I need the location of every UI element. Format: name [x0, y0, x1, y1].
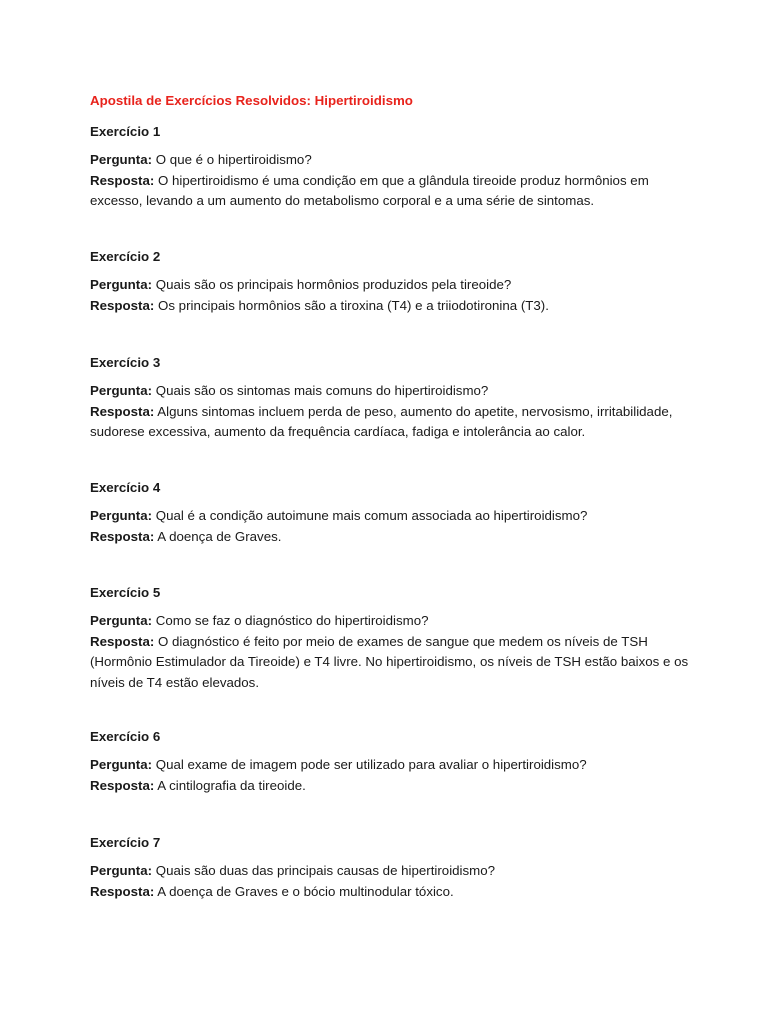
answer-label: Resposta: — [90, 172, 155, 188]
question-label: Pergunta: — [90, 757, 153, 772]
exercise-qa — [90, 861, 690, 902]
answer-line — [90, 882, 690, 903]
exercise-heading: Exercício 6 — [90, 729, 161, 744]
question-line — [90, 150, 690, 171]
question-line — [90, 275, 690, 296]
answer-line — [90, 776, 690, 797]
question-label: Pergunta: — [90, 863, 153, 878]
question-text: Qual é a condição autoimune mais comum associada ao hipertiroidismo? — [152, 508, 588, 523]
answer-line — [90, 527, 690, 548]
question-text: Quais são os principais hormônios produzidos pela tireoide? — [152, 277, 512, 292]
answer-label: Resposta: — [90, 528, 155, 544]
document-title: Apostila de Exercícios Resolvidos: Hipertiroidismo — [90, 93, 413, 108]
answer-text: O diagnóstico é feito por meio de exames de sangue que medem os níveis de TSH (Hormônio Estimulador da Tireoide) e T4 livre. No hipertiroidismo, os níveis de TSH estão baixos e os níveis de T4 estão elevados. — [90, 633, 689, 690]
question-text: Quais são duas das principais causas de hipertiroidismo? — [152, 863, 496, 878]
answer-line — [90, 171, 690, 212]
exercise-qa — [90, 506, 690, 547]
exercise-heading: Exercício 4 — [90, 480, 161, 495]
answer-label: Resposta: — [90, 633, 155, 649]
answer-text: Alguns sintomas incluem perda de peso, aumento do apetite, nervosismo, irritabilidade, sudorese excessiva, aumento da frequência cardíaca, fadiga e intolerância ao calor. — [90, 403, 673, 439]
exercise-heading: Exercício 7 — [90, 835, 161, 850]
question-label: Pergunta: — [90, 508, 153, 523]
question-label: Pergunta: — [90, 613, 153, 628]
question-line — [90, 755, 690, 776]
exercise-qa — [90, 150, 690, 212]
answer-label: Resposta: — [90, 777, 155, 793]
question-label: Pergunta: — [90, 152, 153, 167]
question-text: Quais são os sintomas mais comuns do hipertiroidismo? — [152, 383, 489, 398]
exercise-qa — [90, 611, 690, 693]
answer-text: A cintilografia da tireoide. — [154, 777, 306, 793]
answer-label: Resposta: — [90, 297, 155, 313]
question-line — [90, 611, 690, 632]
answer-line — [90, 632, 690, 694]
question-text: Como se faz o diagnóstico do hipertiroidismo? — [152, 613, 429, 628]
answer-text: Os principais hormônios são a tiroxina (T4) e a triiodotironina (T3). — [154, 297, 549, 313]
exercise-qa — [90, 275, 690, 316]
exercise-qa — [90, 381, 690, 443]
answer-text: A doença de Graves. — [154, 528, 282, 544]
question-line — [90, 861, 690, 882]
exercise-heading: Exercício 1 — [90, 124, 161, 139]
exercise-qa — [90, 755, 690, 796]
answer-line — [90, 402, 690, 443]
answer-label: Resposta: — [90, 883, 155, 899]
question-label: Pergunta: — [90, 383, 153, 398]
question-line — [90, 506, 690, 527]
question-text: Qual exame de imagem pode ser utilizado para avaliar o hipertiroidismo? — [152, 757, 587, 772]
exercise-heading: Exercício 2 — [90, 249, 161, 264]
answer-text: A doença de Graves e o bócio multinodular tóxico. — [154, 883, 454, 899]
question-line — [90, 381, 690, 402]
question-text: O que é o hipertiroidismo? — [152, 152, 312, 167]
answer-line — [90, 296, 690, 317]
exercise-heading: Exercício 3 — [90, 355, 161, 370]
exercise-heading: Exercício 5 — [90, 585, 161, 600]
answer-text: O hipertiroidismo é uma condição em que a glândula tireoide produz hormônios em excesso, levando a um aumento do metabolismo corporal e a uma série de sintomas. — [90, 172, 649, 208]
question-label: Pergunta: — [90, 277, 153, 292]
answer-label: Resposta: — [90, 403, 155, 419]
